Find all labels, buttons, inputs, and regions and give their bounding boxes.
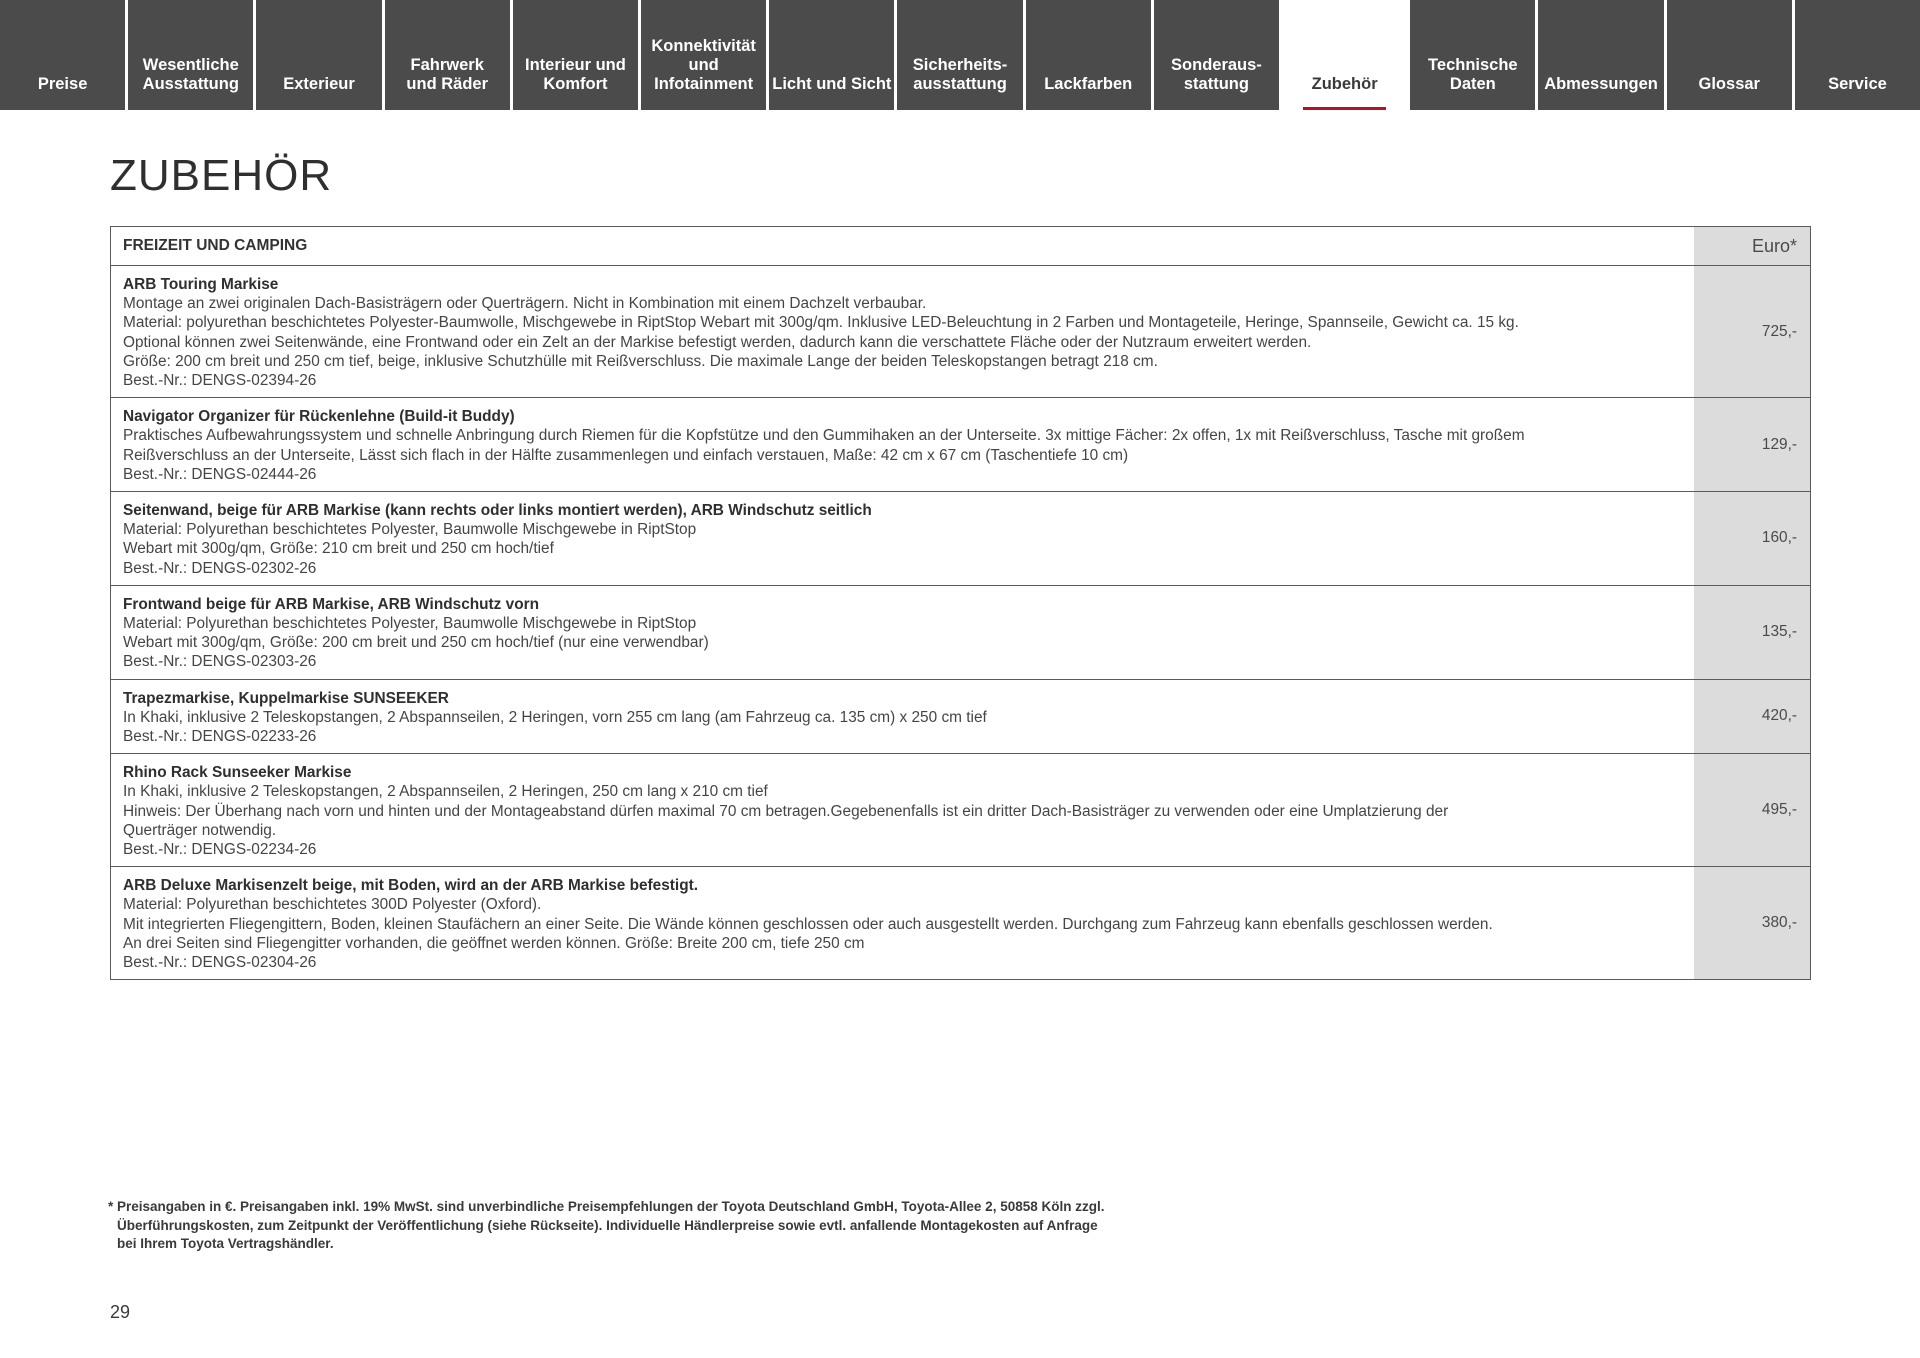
item-price: 420,- <box>1694 680 1810 754</box>
item-description <box>111 586 1694 679</box>
item-line: Material: Polyurethan beschichtetes Polyester, Baumwolle Mischgewebe in RiptStop <box>123 615 697 633</box>
tab-service[interactable]: Service <box>1795 0 1920 110</box>
item-title: Frontwand beige für ARB Markise, ARB Windschutz vorn <box>123 595 540 613</box>
tab-sicherheitsausstattung[interactable]: Sicherheits- ausstattung <box>897 0 1022 110</box>
item-description <box>111 398 1694 491</box>
tab-exterieur[interactable]: Exterieur <box>256 0 381 110</box>
page-title: ZUBEHÖR <box>110 151 333 200</box>
item-line: Material: polyurethan beschichtetes Polyester-Baumwolle, Mischgewebe in RiptStop Webart mit 300g/qm. Inklusive LED-Beleuchtung in 2 Farben und Montageteile, Heringe, Spannseile, Gewicht ca. 15 kg. <box>123 314 1519 332</box>
page-number: 29 <box>110 1302 131 1322</box>
item-title: ARB Deluxe Markisenzelt beige, mit Boden, wird an der ARB Markise befestigt. <box>123 877 698 895</box>
item-line: Webart mit 300g/qm, Größe: 200 cm breit und 250 cm hoch/tief (nur eine verwendbar) <box>123 634 709 652</box>
item-line: Best.-Nr.: DENGS-02444-26 <box>123 465 317 483</box>
item-title: ARB Touring Markise <box>123 276 279 293</box>
table-row <box>111 679 1810 754</box>
tab-konnektivitaet[interactable]: Konnektivität und Infotainment <box>641 0 766 110</box>
price-footnote <box>108 1198 1188 1254</box>
item-description <box>111 266 1694 397</box>
item-price: 380,- <box>1694 867 1810 979</box>
item-line: In Khaki, inklusive 2 Teleskopstangen, 2 Abspannseilen, 2 Heringen, 250 cm lang x 210 cm tief <box>123 783 768 801</box>
item-line: Optional können zwei Seitenwände, eine Frontwand oder ein Zelt an der Markise befestigt werden, dadurch kann die verschattete Fläche oder der Nutzraum erweitert werden. <box>123 333 1312 351</box>
footnote-line: Überführungskosten, zum Zeitpunkt der Veröffentlichung (siehe Rückseite). Individuelle Händlerpreise sowie evtl. anfallende Montagekosten auf Anfrage <box>117 1217 1098 1233</box>
item-price: 495,- <box>1694 754 1810 866</box>
item-line: Best.-Nr.: DENGS-02233-26 <box>123 728 317 746</box>
item-price: 129,- <box>1694 398 1810 491</box>
item-line: Best.-Nr.: DENGS-02304-26 <box>123 954 317 972</box>
item-line: Material: Polyurethan beschichtetes Polyester, Baumwolle Mischgewebe in RiptStop <box>123 521 697 539</box>
top-navigation <box>0 0 1920 110</box>
accessories-table <box>110 226 1811 980</box>
item-description <box>111 680 1694 754</box>
tab-lackfarben[interactable]: Lackfarben <box>1026 0 1151 110</box>
table-header-row <box>111 227 1810 265</box>
tab-zubehoer[interactable] <box>1282 0 1407 110</box>
item-line: Querträger notwendig. <box>123 821 277 839</box>
tab-abmessungen[interactable]: Abmessungen <box>1538 0 1663 110</box>
item-line: Reißverschluss an der Unterseite, Lässt sich flach in der Hälfte zusammenlegen und einfach verstauen, Maße: 42 cm x 67 cm (Taschentiefe 10 cm) <box>123 446 1129 464</box>
table-row <box>111 585 1810 679</box>
item-line: Best.-Nr.: DENGS-02394-26 <box>123 372 317 390</box>
tab-preise[interactable]: Preise <box>0 0 125 110</box>
table-row <box>111 397 1810 491</box>
item-line: Mit integrierten Fliegengittern, Boden, kleinen Staufächern an einer Seite. Die Wände können geschlossen oder auch ausgestellt werden. Durchgang zum Fahrzeug kann ebenfalls geschlossen werden. <box>123 915 1493 933</box>
footnote-marker: * <box>108 1199 114 1214</box>
item-price: 135,- <box>1694 586 1810 679</box>
item-line: Best.-Nr.: DENGS-02302-26 <box>123 559 317 577</box>
footnote-line: bei Ihrem Toyota Vertragshändler. <box>117 1236 334 1251</box>
tab-technische-daten[interactable]: Technische Daten <box>1410 0 1535 110</box>
item-line: Montage an zwei originalen Dach-Basisträgern oder Querträgern. Nicht in Kombination mit einem Dachzelt verbaubar. <box>123 295 927 313</box>
tab-fahrwerk-und-raeder[interactable]: Fahrwerk und Räder <box>385 0 510 110</box>
item-line: Praktisches Aufbewahrungssystem und schnelle Anbringung durch Riemen für die Kopfstütze und den Gummihaken an der Unterseite. 3x mittige Fächer: 2x offen, 1x mit Reißverschluss, Tasche mit großem <box>123 427 1525 445</box>
item-line: Webart mit 300g/qm, Größe: 210 cm breit und 250 cm hoch/tief <box>123 540 554 558</box>
item-title: Seitenwand, beige für ARB Markise (kann rechts oder links montiert werden), ARB Windschutz seitlich <box>123 502 872 520</box>
table-row <box>111 753 1810 866</box>
section-header: FREIZEIT UND CAMPING <box>123 237 308 255</box>
item-description <box>111 867 1694 979</box>
item-price: 725,- <box>1694 266 1810 397</box>
table-row <box>111 491 1810 585</box>
tab-licht-und-sicht[interactable]: Licht und Sicht <box>769 0 894 110</box>
item-line: In Khaki, inklusive 2 Teleskopstangen, 2 Abspannseilen, 2 Heringen, vorn 255 cm lang (am Fahrzeug ca. 135 cm) x 250 cm tief <box>123 708 987 726</box>
table-row <box>111 866 1810 979</box>
footnote-line: Preisangaben in €. Preisangaben inkl. 19% MwSt. sind unverbindliche Preisempfehlungen der Toyota Deutschland GmbH, Toyota-Allee 2, 50858 Köln zzgl. <box>117 1199 1105 1214</box>
item-price: 160,- <box>1694 492 1810 585</box>
item-line: An drei Seiten sind Fliegengitter vorhanden, die geöffnet werden können. Größe: Breite 200 cm, tiefe 250 cm <box>123 934 865 952</box>
tab-wesentliche-ausstattung[interactable]: Wesentliche Ausstattung <box>128 0 253 110</box>
item-description <box>111 492 1694 585</box>
item-line: Best.-Nr.: DENGS-02303-26 <box>123 653 317 671</box>
item-description <box>111 754 1694 866</box>
item-line: Material: Polyurethan beschichtetes 300D Polyester (Oxford). <box>123 896 542 914</box>
tab-sonderausstattung[interactable]: Sonderaus- stattung <box>1154 0 1279 110</box>
tab-glossar[interactable]: Glossar <box>1667 0 1792 110</box>
price-column-header: Euro* <box>1694 227 1810 265</box>
item-line: Größe: 200 cm breit und 250 cm tief, beige, inklusive Schutzhülle mit Reißverschluss. Die maximale Lange der beiden Teleskopstangen betragt 218 cm. <box>123 352 1158 370</box>
item-line: Hinweis: Der Überhang nach vorn und hinten und der Montageabstand dürfen maximal 70 cm betragen.Gegebenenfalls ist ein dritter Dach-Basisträger zu verwenden oder eine Umplatzierung der <box>123 802 1449 820</box>
item-line: Best.-Nr.: DENGS-02234-26 <box>123 841 317 859</box>
item-title: Navigator Organizer für Rückenlehne (Build-it Buddy) <box>123 408 515 426</box>
item-title: Trapezmarkise, Kuppelmarkise SUNSEEKER <box>123 689 449 707</box>
item-title: Rhino Rack Sunseeker Markise <box>123 764 352 782</box>
tab-zubehoer-label: Zubehör <box>1311 75 1378 93</box>
active-tab-indicator <box>1303 107 1386 110</box>
tab-interieur-und-komfort[interactable]: Interieur und Komfort <box>513 0 638 110</box>
table-row <box>111 265 1810 397</box>
